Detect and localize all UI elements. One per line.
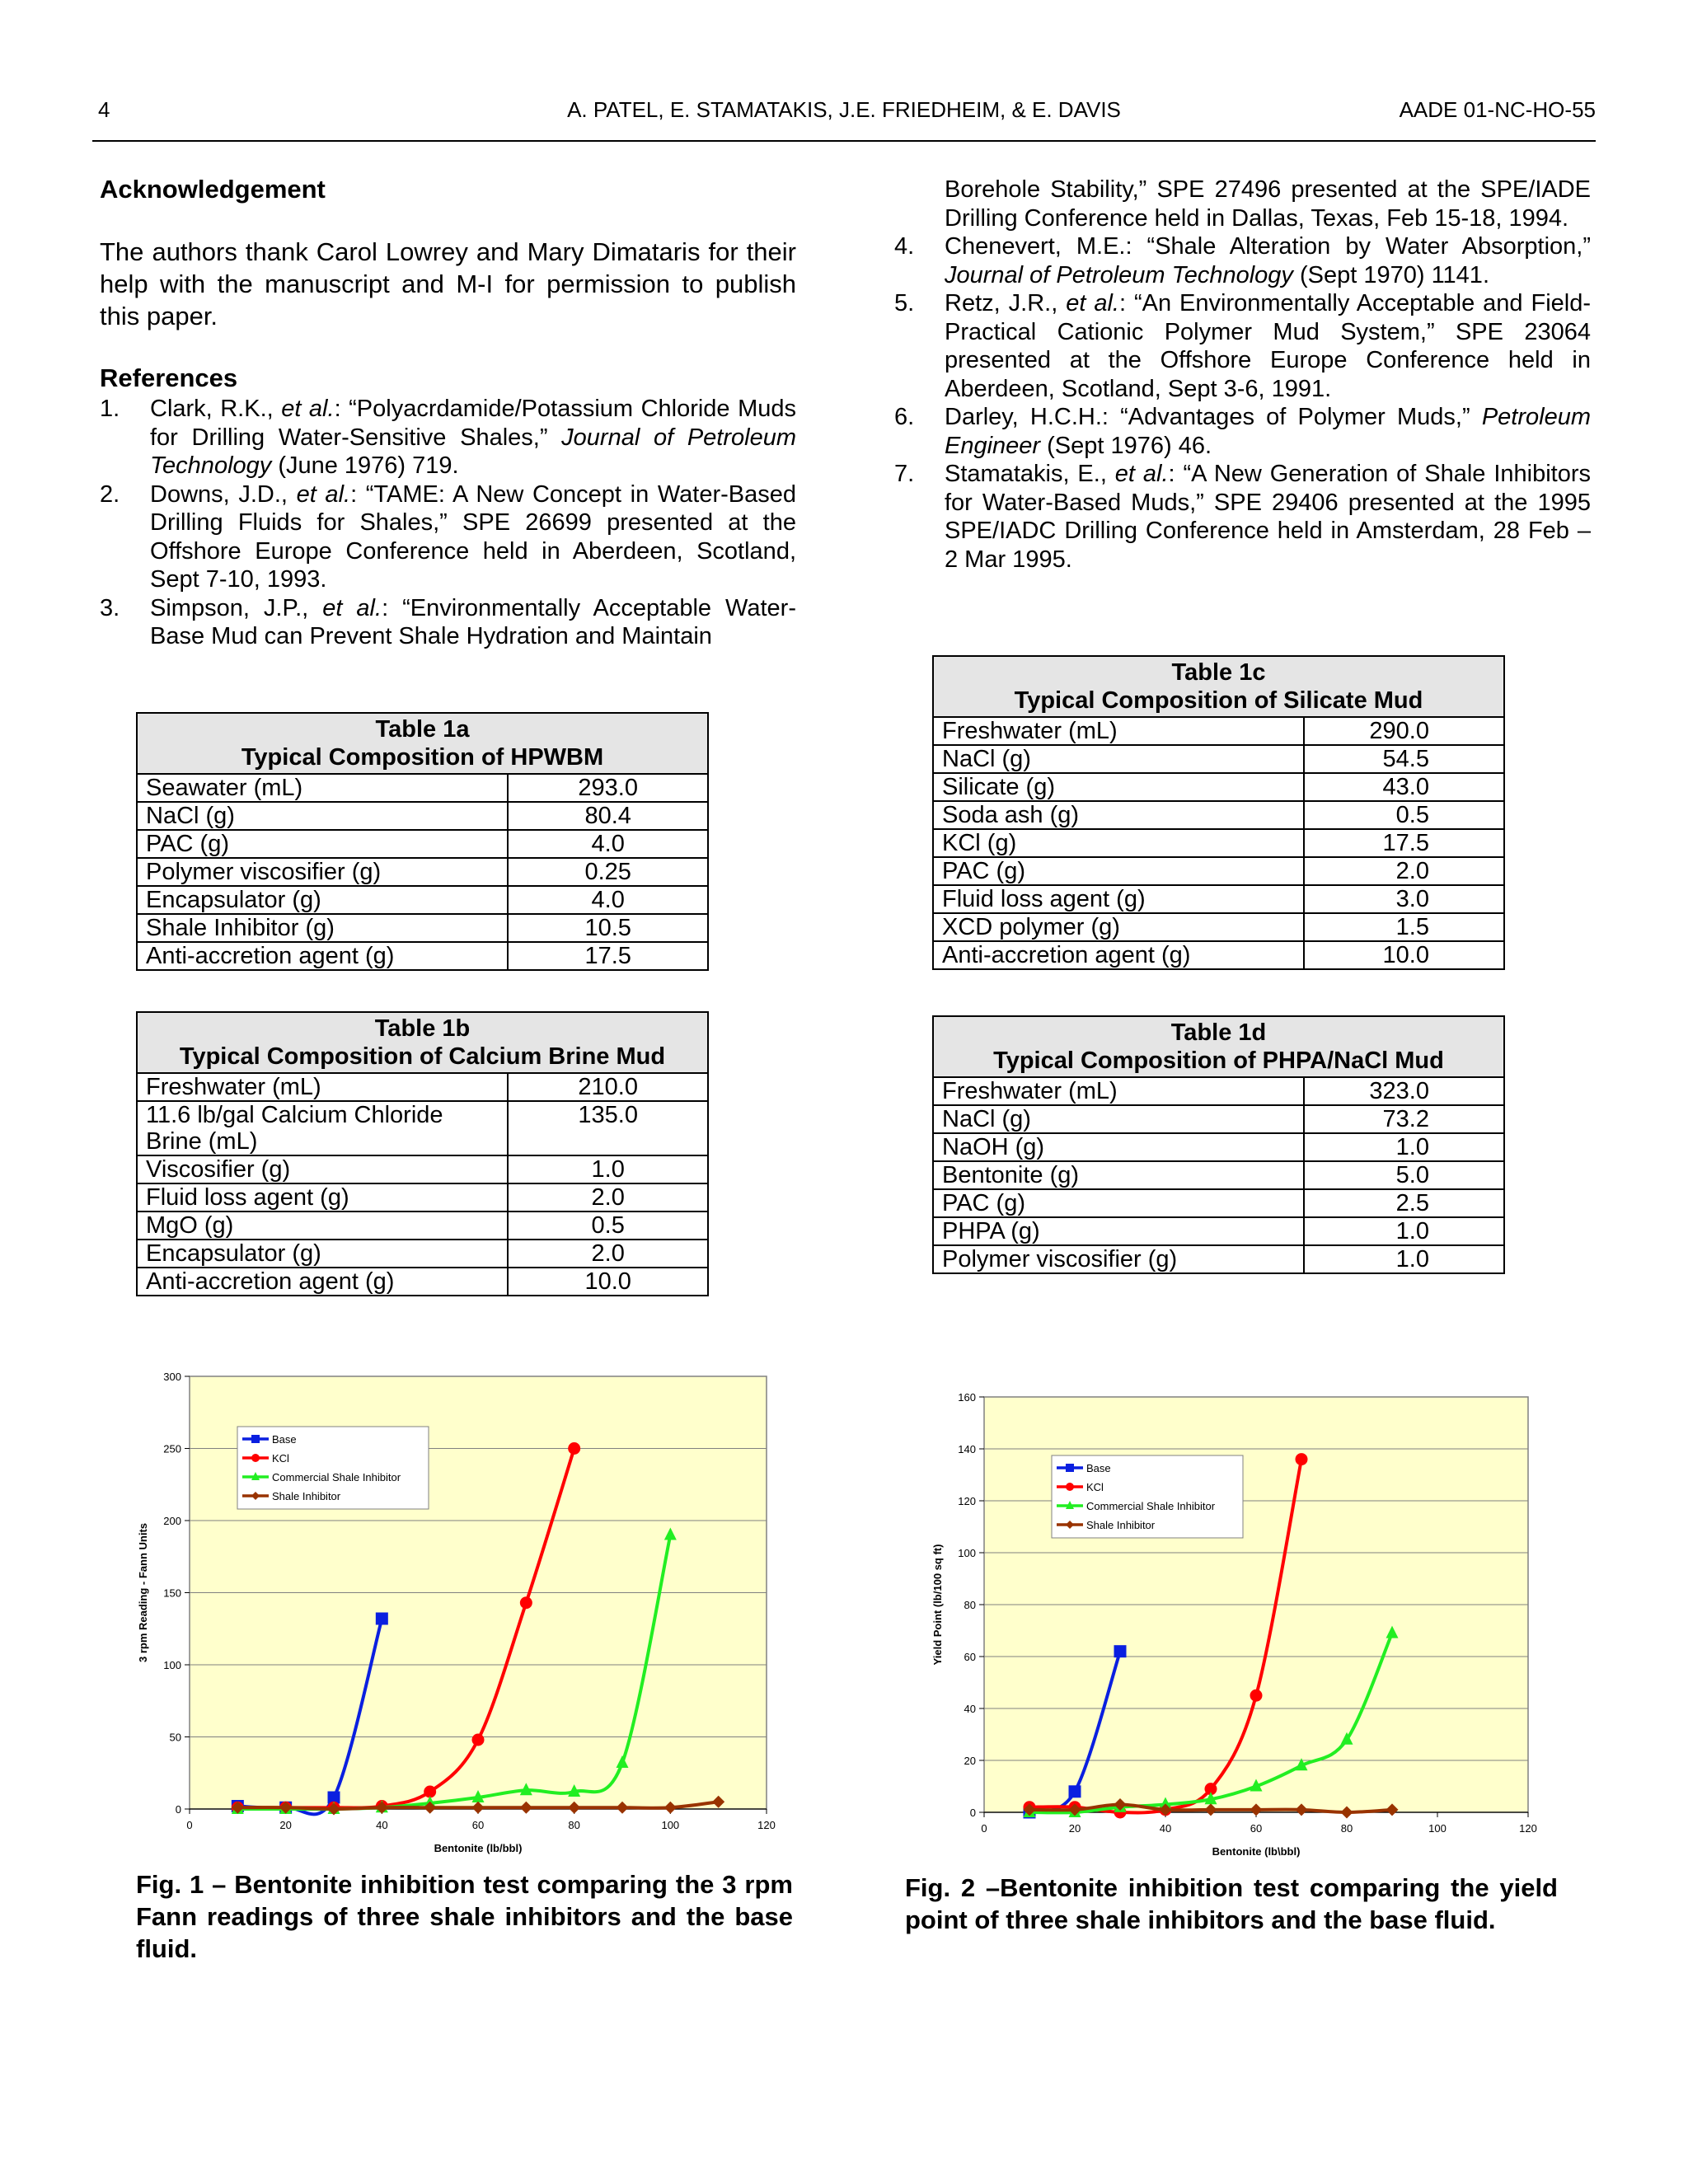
references-list-right bbox=[894, 232, 1591, 574]
reference-etal: et al. bbox=[1114, 461, 1169, 487]
amount-cell: 290.0 bbox=[1304, 717, 1504, 745]
reference-item bbox=[894, 403, 1591, 460]
x-tick-label: 60 bbox=[1250, 1822, 1263, 1835]
ingredient-cell: Shale Inhibitor (g) bbox=[137, 914, 508, 942]
table-row bbox=[137, 1073, 708, 1101]
data-point bbox=[1066, 1464, 1074, 1472]
table-row bbox=[933, 1245, 1504, 1273]
ingredient-cell: Anti-accretion agent (g) bbox=[137, 1268, 508, 1296]
reference-mid: : “An Environmentally Acceptable and Field-Practical Cationic Polymer Mud System,” SPE 23064 presented at the Offshore Europe Conference held in Aberdeen, Scotland, Sept 3-6, 1991. bbox=[945, 290, 1591, 402]
figure-2-chart bbox=[926, 1378, 1586, 1864]
table-row bbox=[933, 717, 1504, 745]
y-tick-label: 250 bbox=[163, 1442, 181, 1455]
x-tick-label: 100 bbox=[1428, 1822, 1447, 1835]
ingredient-cell: PAC (g) bbox=[137, 830, 508, 858]
legend-label: KCl bbox=[1086, 1481, 1104, 1493]
reference-num: 7. bbox=[894, 461, 915, 487]
paper-code: AADE 01-NC-HO-55 bbox=[1399, 97, 1596, 122]
right-column-text bbox=[894, 176, 1591, 574]
reference-post: (Sept 1970) 1141. bbox=[1292, 261, 1489, 288]
amount-cell: 2.0 bbox=[1304, 857, 1504, 885]
table-row bbox=[933, 1077, 1504, 1105]
x-tick-label: 0 bbox=[186, 1819, 193, 1831]
ingredient-cell: Freshwater (mL) bbox=[933, 717, 1304, 745]
legend-label: Shale Inhibitor bbox=[272, 1490, 341, 1502]
amount-cell: 210.0 bbox=[508, 1073, 708, 1101]
x-tick-label: 100 bbox=[661, 1819, 680, 1831]
table-subtitle: Typical Composition of HPWBM bbox=[241, 744, 604, 771]
header-rule bbox=[92, 140, 1596, 142]
reference-pre: Clark, R.K., bbox=[150, 396, 282, 422]
table-row bbox=[137, 830, 708, 858]
amount-cell: 4.0 bbox=[508, 886, 708, 914]
reference-mid: : “A New Generation of Shale Inhibitors for Water-Based Muds,” SPE 29406 presented at the 1995 SPE/IADC Drilling Conference held in Amsterdam, 28 Feb –2 Mar 1995. bbox=[945, 461, 1592, 573]
reference-mid: : “TAME: A New Concept in Water-Based Drilling Fluids for Shales,” SPE 26699 presented at the Offshore Europe Conference held in Aberdeen, Scotland, Sept 7-10, 1993. bbox=[150, 480, 797, 593]
legend bbox=[237, 1427, 429, 1509]
y-tick-label: 80 bbox=[964, 1599, 976, 1611]
amount-cell: 5.0 bbox=[1304, 1161, 1504, 1189]
reference-mid: : “Environmentally Acceptable Water-Base Mud can Prevent Shale Hydration and Maintain bbox=[150, 594, 796, 649]
data-point bbox=[1250, 1690, 1263, 1702]
reference-item bbox=[894, 460, 1591, 574]
amount-cell: 43.0 bbox=[1304, 773, 1504, 801]
y-axis-label: 3 rpm Reading - Fann Units bbox=[137, 1522, 149, 1663]
y-tick-label: 150 bbox=[163, 1586, 181, 1600]
acknowledgement-heading: Acknowledgement bbox=[100, 175, 326, 204]
page-number: 4 bbox=[98, 97, 110, 122]
y-tick-label: 50 bbox=[169, 1731, 181, 1744]
reference-etal: et al. bbox=[322, 594, 382, 621]
table-row bbox=[137, 1155, 708, 1183]
reference-journal: Journal of Petroleum Technology bbox=[150, 424, 796, 479]
legend bbox=[1052, 1455, 1243, 1538]
amount-cell: 0.25 bbox=[508, 858, 708, 886]
ingredient-cell: Viscosifier (g) bbox=[137, 1155, 508, 1183]
y-tick-label: 140 bbox=[958, 1443, 976, 1455]
amount-cell: 10.0 bbox=[508, 1268, 708, 1296]
running-header-authors: A. PATEL, E. STAMATAKIS, J.E. FRIEDHEIM, & E. DAVIS bbox=[567, 97, 1121, 122]
data-point bbox=[1066, 1483, 1074, 1491]
ingredient-cell: Freshwater (mL) bbox=[933, 1077, 1304, 1105]
ingredient-cell: 11.6 lb/gal Calcium Chloride Brine (mL) bbox=[137, 1101, 508, 1155]
figure-2-caption: Fig. 2 –Bentonite inhibition test comparing the yield point of three shale inhibitors and the base fluid. bbox=[905, 1873, 1558, 1934]
table-1d bbox=[932, 1015, 1505, 1274]
table-row bbox=[933, 885, 1504, 913]
table-row bbox=[137, 858, 708, 886]
legend-label: KCl bbox=[272, 1452, 289, 1465]
y-tick-label: 0 bbox=[969, 1807, 976, 1819]
table-header bbox=[933, 1016, 1504, 1077]
table-row bbox=[933, 1105, 1504, 1133]
table-1c bbox=[932, 655, 1505, 970]
amount-cell: 293.0 bbox=[508, 774, 708, 802]
left-column-text bbox=[100, 173, 796, 651]
table-row bbox=[933, 801, 1504, 829]
reference-pre: Downs, J.D., bbox=[150, 480, 297, 508]
reference-num: 1. bbox=[100, 396, 120, 422]
reference-pre: Retz, J.R., bbox=[945, 290, 1067, 316]
ingredient-cell: Silicate (g) bbox=[933, 773, 1304, 801]
ingredient-cell: XCD polymer (g) bbox=[933, 913, 1304, 941]
amount-cell: 323.0 bbox=[1304, 1077, 1504, 1105]
legend-label: Commercial Shale Inhibitor bbox=[272, 1471, 401, 1483]
table-row bbox=[137, 1212, 708, 1240]
table-row bbox=[137, 1101, 708, 1155]
y-tick-label: 40 bbox=[964, 1703, 976, 1715]
table-1a bbox=[136, 712, 709, 971]
table-row bbox=[933, 1189, 1504, 1217]
table-subtitle: Typical Composition of Silicate Mud bbox=[1014, 687, 1423, 714]
ingredient-cell: KCl (g) bbox=[933, 829, 1304, 857]
x-tick-label: 0 bbox=[981, 1822, 987, 1835]
legend-label: Commercial Shale Inhibitor bbox=[1086, 1500, 1216, 1512]
x-tick-label: 80 bbox=[568, 1819, 580, 1831]
y-tick-label: 20 bbox=[964, 1755, 976, 1767]
data-point bbox=[472, 1734, 485, 1746]
x-tick-label: 120 bbox=[1519, 1822, 1537, 1835]
x-tick-label: 20 bbox=[279, 1819, 292, 1831]
y-axis-label: Yield Point (lb/100 sq ft) bbox=[931, 1544, 944, 1666]
table-title: Table 1c bbox=[1171, 659, 1266, 686]
y-tick-label: 200 bbox=[163, 1515, 181, 1527]
amount-cell: 4.0 bbox=[508, 830, 708, 858]
table-subtitle: Typical Composition of PHPA/NaCl Mud bbox=[993, 1047, 1444, 1074]
ingredient-cell: Polymer viscosifier (g) bbox=[137, 858, 508, 886]
reference-num: 3. bbox=[100, 594, 120, 621]
ingredient-cell: Polymer viscosifier (g) bbox=[933, 1245, 1304, 1273]
amount-cell: 1.0 bbox=[1304, 1245, 1504, 1273]
ingredient-cell: NaCl (g) bbox=[933, 745, 1304, 773]
amount-cell: 17.5 bbox=[508, 942, 708, 970]
reference-etal: et al. bbox=[281, 396, 335, 422]
ingredient-cell: Bentonite (g) bbox=[933, 1161, 1304, 1189]
y-tick-label: 0 bbox=[175, 1803, 181, 1816]
table-row bbox=[137, 802, 708, 830]
y-tick-label: 60 bbox=[964, 1651, 976, 1663]
ingredient-cell: Freshwater (mL) bbox=[137, 1073, 508, 1101]
amount-cell: 0.5 bbox=[1304, 801, 1504, 829]
data-point bbox=[520, 1596, 532, 1609]
reference-journal: Journal of Petroleum Technology bbox=[945, 261, 1293, 288]
amount-cell: 2.5 bbox=[1304, 1189, 1504, 1217]
data-point bbox=[1114, 1645, 1127, 1657]
table-row bbox=[933, 1161, 1504, 1189]
ingredient-cell: PAC (g) bbox=[933, 1189, 1304, 1217]
table-row bbox=[137, 942, 708, 970]
ingredient-cell: Seawater (mL) bbox=[137, 774, 508, 802]
amount-cell: 17.5 bbox=[1304, 829, 1504, 857]
table-row bbox=[137, 886, 708, 914]
reference-post: (Sept 1976) 46. bbox=[1040, 432, 1212, 459]
ingredient-cell: Encapsulator (g) bbox=[137, 1240, 508, 1268]
reference-item bbox=[100, 594, 796, 651]
amount-cell: 73.2 bbox=[1304, 1105, 1504, 1133]
table-title: Table 1a bbox=[375, 716, 470, 743]
x-tick-label: 40 bbox=[376, 1819, 388, 1831]
ingredient-cell: Fluid loss agent (g) bbox=[137, 1183, 508, 1212]
table-title: Table 1b bbox=[374, 1015, 471, 1042]
reference-num: 4. bbox=[894, 233, 915, 260]
amount-cell: 10.0 bbox=[1304, 941, 1504, 969]
amount-cell: 54.5 bbox=[1304, 745, 1504, 773]
reference-num: 6. bbox=[894, 404, 915, 430]
ingredient-cell: NaCl (g) bbox=[137, 802, 508, 830]
table-title: Table 1d bbox=[1170, 1019, 1267, 1046]
amount-cell: 0.5 bbox=[508, 1212, 708, 1240]
amount-cell: 1.5 bbox=[1304, 913, 1504, 941]
table-1b bbox=[136, 1011, 709, 1296]
table-row bbox=[137, 1240, 708, 1268]
y-tick-label: 120 bbox=[958, 1495, 976, 1507]
ingredient-cell: Anti-accretion agent (g) bbox=[137, 942, 508, 970]
ingredient-cell: PAC (g) bbox=[933, 857, 1304, 885]
table-row bbox=[137, 914, 708, 942]
data-point bbox=[568, 1442, 580, 1455]
table-row bbox=[137, 1268, 708, 1296]
reference-post: (June 1976) 719. bbox=[271, 452, 459, 479]
amount-cell: 1.0 bbox=[1304, 1133, 1504, 1161]
ingredient-cell: NaOH (g) bbox=[933, 1133, 1304, 1161]
reference-etal: et al. bbox=[1066, 290, 1119, 316]
table-header bbox=[137, 713, 708, 774]
table-row bbox=[933, 745, 1504, 773]
table-row bbox=[933, 1133, 1504, 1161]
reference-item bbox=[894, 289, 1591, 403]
ingredient-cell: Anti-accretion agent (g) bbox=[933, 941, 1304, 969]
reference-num: 5. bbox=[894, 290, 915, 316]
table-header bbox=[137, 1012, 708, 1073]
references-heading: References bbox=[100, 363, 238, 392]
legend-label: Shale Inhibitor bbox=[1086, 1519, 1156, 1531]
acknowledgement-text: The authors thank Carol Lowrey and Mary Dimataris for their help with the manuscript and M-I for permission to publish this paper. bbox=[100, 237, 796, 330]
x-tick-label: 20 bbox=[1068, 1822, 1081, 1835]
references-list-left bbox=[100, 395, 796, 651]
x-tick-label: 40 bbox=[1159, 1822, 1172, 1835]
legend-label: Base bbox=[272, 1433, 297, 1446]
table-row bbox=[933, 913, 1504, 941]
amount-cell: 2.0 bbox=[508, 1240, 708, 1268]
reference-pre: Darley, H.C.H.: “Advantages of Polymer Muds,” bbox=[945, 404, 1482, 430]
table-row bbox=[933, 941, 1504, 969]
y-tick-label: 160 bbox=[958, 1391, 976, 1404]
ingredient-cell: Soda ash (g) bbox=[933, 801, 1304, 829]
reference-pre: Simpson, J.P., bbox=[150, 594, 323, 621]
x-axis-label: Bentonite (lb/bbl) bbox=[434, 1842, 523, 1854]
x-tick-label: 60 bbox=[471, 1819, 485, 1831]
figure-1-caption: Fig. 1 – Bentonite inhibition test comparing the 3 rpm Fann readings of three shale inhibitors and the base fluid. bbox=[136, 1870, 793, 1963]
data-point bbox=[1069, 1785, 1081, 1797]
reference-journal: Petroleum Engineer bbox=[945, 404, 1591, 459]
amount-cell: 10.5 bbox=[508, 914, 708, 942]
ingredient-cell: NaCl (g) bbox=[933, 1105, 1304, 1133]
table-row bbox=[137, 1183, 708, 1212]
y-tick-label: 100 bbox=[163, 1659, 181, 1671]
x-tick-label: 80 bbox=[1340, 1822, 1353, 1835]
amount-cell: 1.0 bbox=[1304, 1217, 1504, 1245]
amount-cell: 2.0 bbox=[508, 1183, 708, 1212]
table-row bbox=[933, 1217, 1504, 1245]
table-header bbox=[933, 656, 1504, 717]
reference-etal: et al. bbox=[296, 480, 351, 508]
y-tick-label: 100 bbox=[958, 1547, 976, 1559]
ingredient-cell: Encapsulator (g) bbox=[137, 886, 508, 914]
table-row bbox=[933, 829, 1504, 857]
reference-3-continued: Borehole Stability,” SPE 27496 presented at the SPE/IADE Drilling Conference held in Dallas, Texas, Feb 15-18, 1994. bbox=[945, 176, 1591, 232]
reference-pre: Stamatakis, E., bbox=[945, 461, 1115, 487]
reference-num: 2. bbox=[100, 480, 120, 508]
x-tick-label: 120 bbox=[757, 1819, 776, 1831]
amount-cell: 135.0 bbox=[508, 1101, 708, 1155]
data-point bbox=[376, 1613, 388, 1625]
x-axis-label: Bentonite (lb\bbl) bbox=[1212, 1845, 1301, 1858]
legend-label: Base bbox=[1086, 1462, 1111, 1474]
ingredient-cell: PHPA (g) bbox=[933, 1217, 1304, 1245]
y-tick-label: 300 bbox=[163, 1371, 181, 1383]
reference-item bbox=[894, 232, 1591, 289]
table-row bbox=[137, 774, 708, 802]
data-point bbox=[1296, 1453, 1308, 1465]
figure-1-chart bbox=[132, 1356, 791, 1863]
amount-cell: 1.0 bbox=[508, 1155, 708, 1183]
data-point bbox=[251, 1454, 260, 1462]
table-subtitle: Typical Composition of Calcium Brine Mud bbox=[179, 1043, 666, 1070]
reference-item bbox=[100, 395, 796, 480]
data-point bbox=[251, 1435, 260, 1443]
table-row bbox=[933, 773, 1504, 801]
ingredient-cell: Fluid loss agent (g) bbox=[933, 885, 1304, 913]
reference-pre: Chenevert, M.E.: “Shale Alteration by Water Absorption,” bbox=[945, 233, 1591, 260]
amount-cell: 80.4 bbox=[508, 802, 708, 830]
table-row bbox=[933, 857, 1504, 885]
reference-item bbox=[100, 480, 796, 594]
ingredient-cell: MgO (g) bbox=[137, 1212, 508, 1240]
reference-mid: : “Polyacrdamide/Potassium Chloride Muds for Drilling Water-Sensitive Shales,” bbox=[150, 396, 796, 451]
amount-cell: 3.0 bbox=[1304, 885, 1504, 913]
